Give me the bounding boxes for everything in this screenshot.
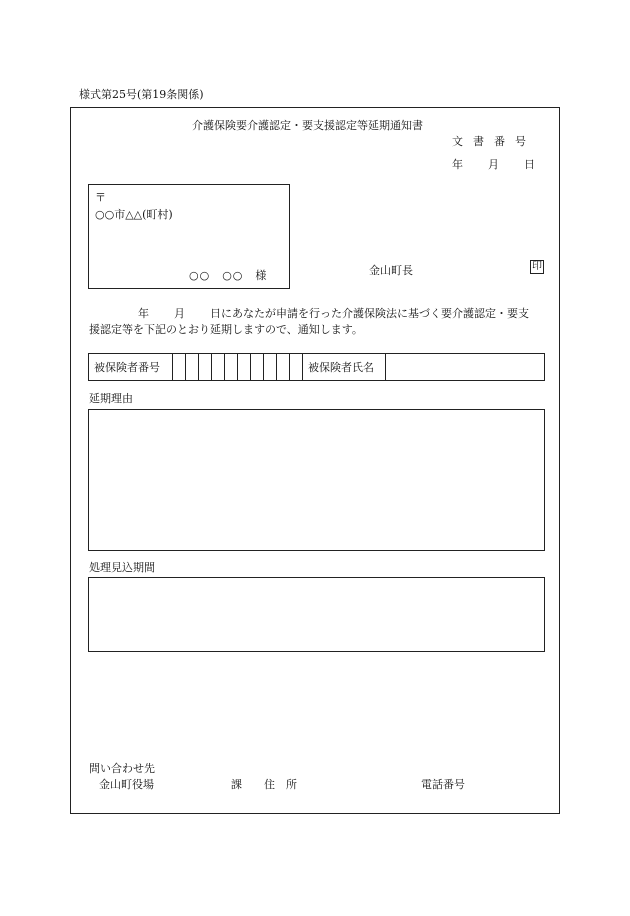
date-day: 日 <box>524 158 535 171</box>
contact-section-address: 課 住 所 <box>231 778 297 791</box>
insured-info-row <box>88 353 545 381</box>
document-title: 介護保険要介護認定・要支援認定等延期通知書 <box>192 119 423 132</box>
recipient-name: ○○ ○○ 様 <box>189 269 268 282</box>
insured-number-digit[interactable] <box>173 354 186 380</box>
document-number-label: 文書番号 <box>452 135 536 148</box>
insured-number-digit[interactable] <box>277 354 290 380</box>
insured-name-label: 被保険者氏名 <box>303 354 386 380</box>
form-number: 様式第25号(第19条関係) <box>79 88 204 101</box>
expected-period-field[interactable] <box>88 577 545 652</box>
contact-phone-label: 電話番号 <box>421 778 465 791</box>
insured-number-digit[interactable] <box>238 354 251 380</box>
expected-period-label: 処理見込期間 <box>89 561 155 574</box>
date-year: 年 <box>452 158 463 171</box>
issuer-name: 金山町長 <box>369 264 413 277</box>
reason-label: 延期理由 <box>89 392 133 405</box>
reason-field[interactable] <box>88 409 545 551</box>
insured-number-digit[interactable] <box>264 354 277 380</box>
body-line-1: 日にあなたが申請を行った介護保険法に基づく要介護認定・要支 <box>210 307 529 320</box>
contact-heading: 問い合わせ先 <box>89 762 155 775</box>
seal-stamp: 印 <box>532 261 542 272</box>
insured-number-digit[interactable] <box>251 354 264 380</box>
insured-number-digit[interactable] <box>225 354 238 380</box>
body-month: 月 <box>174 307 185 320</box>
postal-mark: 〒 <box>95 191 106 204</box>
insured-number-digit[interactable] <box>186 354 199 380</box>
insured-number-digit[interactable] <box>290 354 303 380</box>
contact-office: 金山町役場 <box>99 778 154 791</box>
body-year: 年 <box>138 307 149 320</box>
insured-number-label: 被保険者番号 <box>89 354 173 380</box>
recipient-address: ○○市△△(町村) <box>95 208 173 221</box>
address-box <box>88 184 290 289</box>
insured-number-digit[interactable] <box>199 354 212 380</box>
body-line-2: 援認定等を下記のとおり延期しますので、通知します。 <box>89 323 363 336</box>
insured-number-digit[interactable] <box>212 354 225 380</box>
date-month: 月 <box>488 158 499 171</box>
insured-name-field[interactable] <box>386 354 544 380</box>
